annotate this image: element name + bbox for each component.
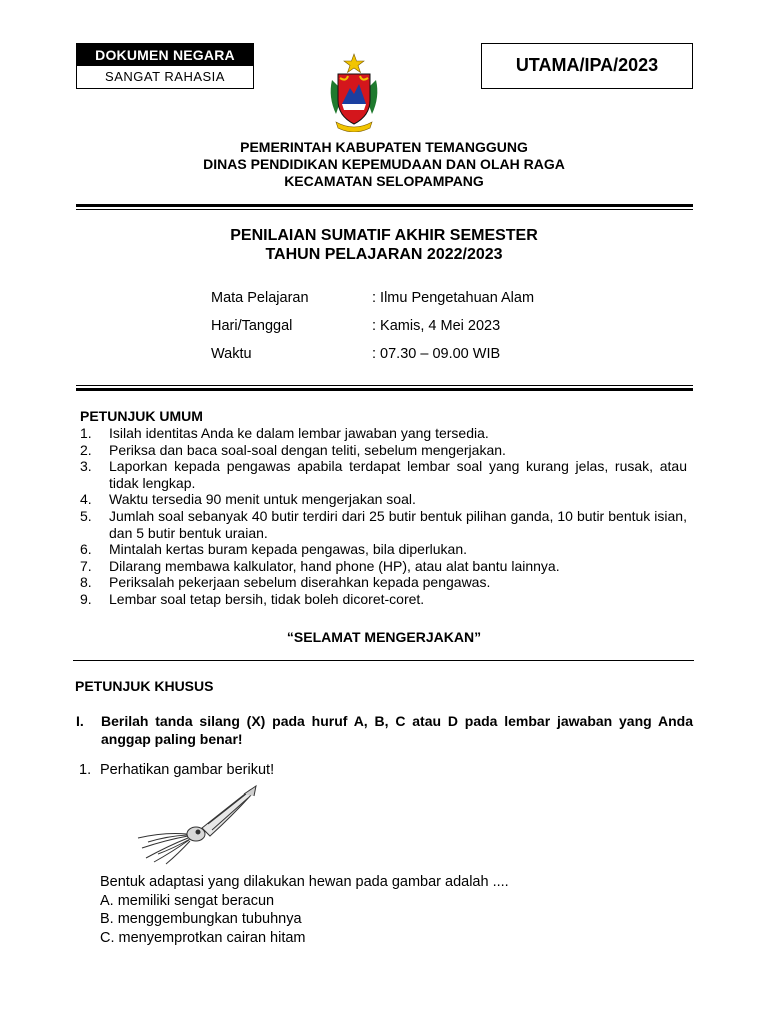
header-line2: DINAS PENDIDIKAN KEPEMUDAAN DAN OLAH RAGA — [203, 156, 565, 172]
info-value-date: : Kamis, 4 Mei 2023 — [372, 318, 501, 334]
header-line3: KECAMATAN SELOPAMPANG — [284, 173, 484, 189]
header-rule-thick — [76, 204, 693, 207]
info-value-time: : 07.30 – 09.00 WIB — [372, 346, 501, 362]
list-item-number: 1. — [80, 425, 92, 441]
closing-message: “SELAMAT MENGERJAKAN” — [286, 629, 482, 645]
list-item — [80, 425, 687, 442]
list-item — [80, 508, 687, 541]
info-label-time: Waktu — [211, 346, 252, 362]
list-item-number: 2. — [80, 441, 92, 458]
question-body — [100, 873, 509, 947]
list-item-number: 3. — [80, 458, 92, 475]
info-rule-thin — [76, 385, 693, 386]
list-item-number: 7. — [80, 557, 92, 574]
section-instruction — [76, 712, 693, 748]
list-item-text: Periksa dan baca soal-soal dengan teliti, sebelum mengerjakan. — [109, 441, 506, 458]
list-item-text: Mintalah kertas buram kepada pengawas, bila diperlukan. — [109, 541, 467, 558]
squid-illustration-icon — [132, 784, 262, 866]
question-number: 1. — [79, 762, 92, 778]
list-item-number: 6. — [80, 541, 92, 558]
list-item — [80, 574, 687, 591]
header-rule-thin — [76, 209, 693, 210]
list-item — [80, 458, 687, 491]
info-value-subject: : Ilmu Pengetahuan Alam — [372, 290, 535, 306]
section-divider — [73, 660, 694, 661]
regional-emblem-icon — [326, 52, 382, 132]
specific-instructions-heading: PETUNJUK KHUSUS — [75, 678, 214, 694]
section-instruction-text: Berilah tanda silang (X) pada huruf A, B, C atau D pada lembar jawaban yang Anda anggap paling benar! — [101, 713, 693, 747]
list-item — [80, 491, 687, 508]
exam-title-line1: PENILAIAN SUMATIF AKHIR SEMESTER — [230, 227, 538, 244]
classification-box — [76, 43, 254, 89]
list-item-text: Waktu tersedia 90 menit untuk mengerjakan soal. — [109, 491, 416, 508]
info-label-subject: Mata Pelajaran — [211, 290, 309, 306]
general-instructions-list — [80, 425, 687, 608]
list-item-text: Isilah identitas Anda ke dalam lembar jawaban yang tersedia. — [109, 425, 489, 441]
classification-line2: SANGAT RAHASIA — [105, 69, 225, 84]
info-label-date: Hari/Tanggal — [211, 318, 293, 334]
exam-title-line2: TAHUN PELAJARAN 2022/2023 — [265, 246, 503, 263]
option-a: A. memiliki sengat beracun — [100, 892, 275, 909]
list-item-number: 5. — [80, 507, 92, 524]
general-instructions-heading: PETUNJUK UMUM — [80, 408, 203, 424]
question-stem: Bentuk adaptasi yang dilakukan hewan pada gambar adalah .... — [100, 874, 509, 890]
option-b: B. menggembungkan tubuhnya — [100, 911, 302, 928]
question-prompt: Perhatikan gambar berikut! — [100, 762, 275, 778]
list-item-text: Lembar soal tetap bersih, tidak boleh dicoret-coret. — [109, 590, 425, 607]
list-item-text: Periksalah pekerjaan sebelum diserahkan kepada pengawas. — [109, 574, 491, 591]
info-rule-thick — [76, 388, 693, 391]
option-c: C. menyemprotkan cairan hitam — [100, 929, 306, 946]
classification-line1: DOKUMEN NEGARA — [77, 44, 253, 66]
list-item-text: Laporkan kepada pengawas apabila terdapat lembar soal yang kurang jelas, rusak, atau tidak lengkap. — [109, 458, 687, 491]
exam-code-box: UTAMA/IPA/2023 — [481, 43, 693, 89]
list-item-number: 9. — [80, 590, 92, 607]
list-item — [80, 558, 687, 575]
list-item — [80, 591, 687, 608]
header-line1: PEMERINTAH KABUPATEN TEMANGGUNG — [240, 139, 528, 155]
list-item-text: Dilarang membawa kalkulator, hand phone (HP), atau alat bantu lainnya. — [109, 557, 560, 574]
list-item-text: Jumlah soal sebanyak 40 butir terdiri dari 25 butir bentuk pilihan ganda, 10 butir bentuk isian, dan 5 butir bentuk uraian. — [109, 507, 687, 541]
list-item — [80, 442, 687, 459]
list-item — [80, 541, 687, 558]
list-item-number: 8. — [80, 574, 92, 591]
list-item-number: 4. — [80, 491, 92, 508]
section-number: I. — [76, 713, 84, 729]
